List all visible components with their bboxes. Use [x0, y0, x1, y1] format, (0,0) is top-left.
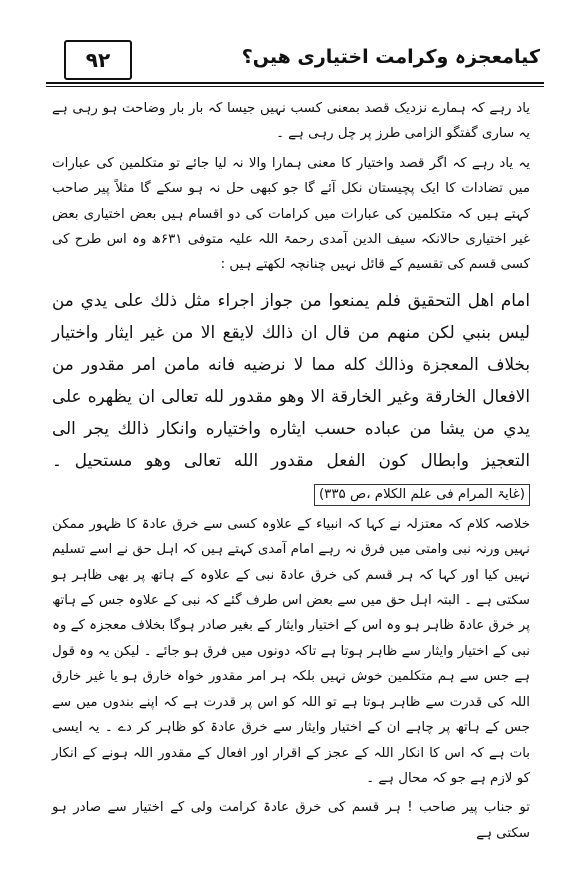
page-header [46, 38, 544, 88]
paragraph: تو جناب پیر صاحب ! ہر قسم کی خرق عادۃ کرامت ولی کے اختیار سے صادر ہو سکتی ہے [52, 800, 530, 841]
page-body [52, 96, 530, 846]
page-number-box [64, 40, 132, 80]
paragraph: خلاصہ کلام کہ معتزلہ نے کہا کہ انبیاء کے علاوہ کسی سے خرق عادۃ کا ظہور ممکن نہیں ورنہ نبی وامتی میں فرق نہ رہے امام آمدی کہتے ہیں کہ اہل حق نے اسے تسلیم نہیں کیا اور کہا کہ ہر قسم کی خرق عادۃ نبی کے علاوہ کے ہاتھ پر بھی ظاہر ہو سکتی ہے ۔ البتہ اہل حق میں سے بعض اس طرف گئے کہ نبی کے علاوہ جس کے ہاتھ پر خرق عادۃ ظاہر ہو وہ اس کے اختیار وایثار کے بغیر صادر ہوگا بخلاف معجزہ کے وہ نبی کے اختیار وایثار سے ظاہر ہوتا ہے تاکہ دونوں میں فرق ہو جائے ۔ لیکن یہ وہ قول ہے جس سے ہم متکلمین خوش نہیں بلکہ ہر امر مقدور خواہ خارق ہو یا غیر خارق اللہ کی قدرت سے ظاہر ہوتا ہے تو اللہ کو اس پر قدرت ہے کہ اپنے بندوں میں سے جس کے ہاتھ پر چاہے ان کے اختیار وایثار سے خرق عادۃ کو ظاہر کر دے ۔ یہ ایسی بات ہے کہ اس کا انکار اللہ کے عجز کے اقرار اور افعال کے مقدور اللہ ہونے کے انکار کو لازم ہے جو کہ محال ہے ۔ [52, 516, 530, 786]
header-rule [46, 82, 544, 84]
header-rule-thin [46, 86, 544, 87]
paragraph: یہ یاد رہے کہ اگر قصد واختیار کا معنی ہمارا والا نہ لیا جائے تو متکلمین کی عبارات میں تضادات کا ایک پچیستان نکل آئے گا جو کبھی حل نہ ہو سکے گا مثلاً پیر صاحب کہتے ہیں کہ متکلمین کی عبارات میں کرامات کی دو اقسام ہیں بعض اختیاری بعض غیر اختیاری حالانکہ سیف الدین آمدی رحمۃ اللہ علیہ متوفی ۶۳۱ھ وہ اس طرح کی کسی قسم کی تقسیم کے قائل نہیں چنانچہ لکھتے ہیں : [52, 155, 530, 273]
arabic-quote-text: امام اهل التحقيق فلم يمنعوا من جواز اجراء مثل ذلك على يدي من ليس بنبي لكن منهم من قال ان ذالك لايقع الا من غير ايثار واختيار بخلاف المعجزة وذالك كله مما لا نرضيه فانه مامن امر مقدور من الافعال الخارقة وغير الخارقة الا وهو مقدور لله تعالى ان يظهره على يدي من يشا من عباده حسب ايثاره واختياره وانكار ذالك يجر الى التعجيز وابطال كون الفعل مقدور الله تعالى وهو مستحيل ۔ [52, 289, 530, 470]
chapter-title: کیامعجزہ وکرامت اختیاری ھیں؟ [241, 46, 540, 68]
paragraph: یاد رہے کہ ہمارے نزدیک قصد بمعنی کسب نہیں جیسا کہ بار بار وضاحت ہو رہی ہے یہ ساری گفتگو الزامی طرز پر چل رہی ہے ۔ [52, 101, 530, 142]
page-number: ۹۲ [85, 48, 111, 72]
reference-citation: (غایۃ المرام فی علم الکلام ،ص ۳۳۵) [314, 484, 530, 506]
arabic-quotation [52, 284, 530, 508]
